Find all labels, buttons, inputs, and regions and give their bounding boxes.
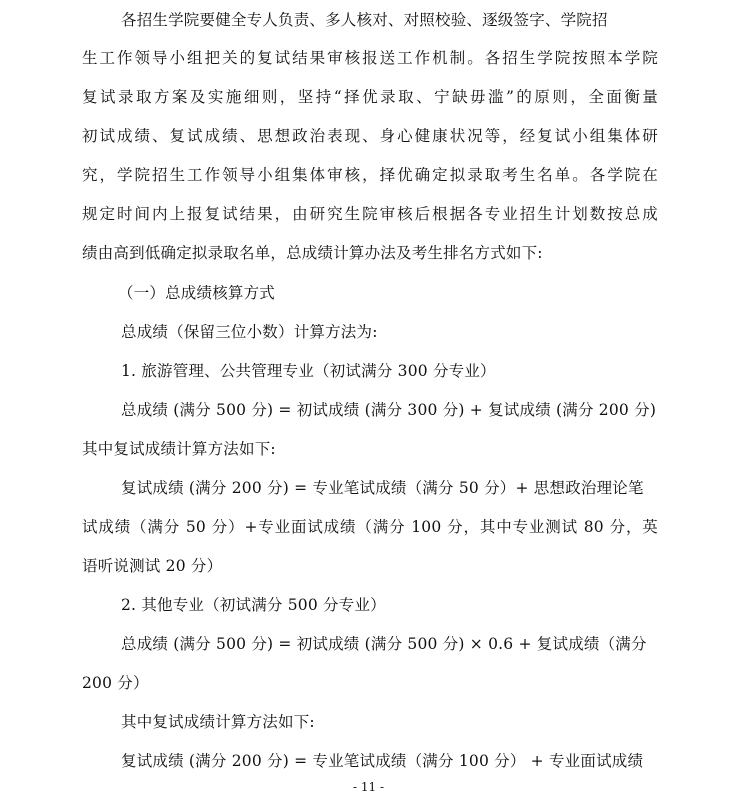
formula-line: 200 分） [82, 674, 149, 692]
formula-line: 总成绩 (满分 500 分) = 初试成绩 (满分 300 分) + 复试成绩 (满分 200 分) [121, 401, 657, 419]
paragraph-line: 总成绩（保留三位小数）计算方法为: [121, 323, 378, 341]
formula-line: 复试成绩 (满分 200 分) = 专业笔试成绩（满分 50 分）+ 思想政治理论笔 [121, 479, 644, 497]
paragraph-line: 各招生学院要健全专人负责、多人核对、对照校验、逐级签字、学院招 [121, 11, 608, 29]
paragraph-line: 1. 旅游管理、公共管理专业（初试满分 300 分专业） [121, 362, 496, 380]
section-heading: （一）总成绩核算方式 [118, 284, 276, 302]
paragraph-line: 初试成绩、复试成绩、思想政治表现、身心健康状况等，经复试小组集体研 [82, 127, 658, 145]
paragraph-line: 究，学院招生工作领导小组集体审核，择优确定拟录取考生名单。各学院在 [82, 166, 658, 184]
paragraph-line: 规定时间内上报复试结果，由研究生院审核后根据各专业招生计划数按总成 [82, 205, 658, 223]
paragraph-line: 生工作领导小组把关的复试结果审核报送工作机制。各招生学院按照本学院 [82, 49, 658, 67]
paragraph-line: 2. 其他专业（初试满分 500 分专业） [121, 596, 386, 614]
formula-line: 复试成绩 (满分 200 分) = 专业笔试成绩（满分 100 分） + 专业面试成绩 [121, 752, 644, 770]
formula-line: 语听说测试 20 分） [82, 557, 223, 575]
paragraph-line: 其中复试成绩计算方法如下: [82, 440, 276, 458]
paragraph-line: 绩由高到低确定拟录取名单，总成绩计算办法及考生排名方式如下: [82, 244, 543, 262]
paragraph-line: 其中复试成绩计算方法如下: [121, 713, 315, 731]
formula-line: 总成绩 (满分 500 分) = 初试成绩 (满分 500 分) × 0.6 + 复试成绩（满分 [121, 635, 647, 653]
paragraph-line: 复试录取方案及实施细则，坚持“择优录取、宁缺毋滥”的原则，全面衡量 [82, 88, 658, 106]
page-number: - 11 - [352, 780, 384, 794]
formula-line: 试成绩（满分 50 分）+专业面试成绩（满分 100 分，其中专业测试 80 分，英 [82, 518, 658, 536]
